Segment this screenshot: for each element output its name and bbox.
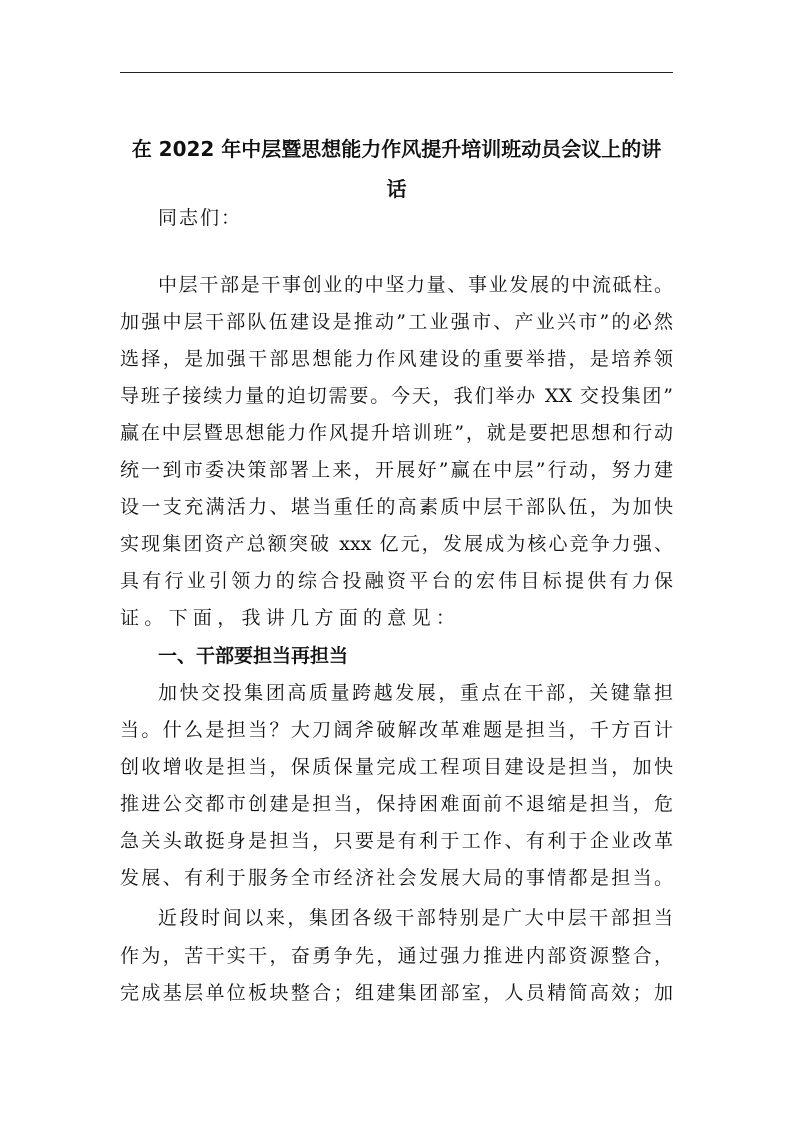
document-title: 在 2022 年中层暨思想能力作风提升培训班动员会议上的讲: [131, 137, 662, 161]
header-rule: [120, 72, 673, 73]
text-line: 赢在中层暨思想能力作风提升培训班”，就是要把思想和行动: [120, 422, 673, 444]
text-line: 统一到市委决策部署上来，开展好”赢在中层”行动，努力建: [120, 459, 673, 481]
text-line: 发展、有利于服务全市经济社会发展大局的事情都是担当。: [120, 867, 673, 889]
document-title-continued: 话: [386, 177, 407, 201]
text-line: 近段时间以来，集团各级干部特别是广大中层干部担当: [158, 907, 673, 929]
text-line: 选择，是加强干部思想能力作风建设的重要举措，是培养领: [120, 348, 673, 370]
text-line: 具有行业引领力的综合投融资平台的宏伟目标提供有力保: [120, 570, 673, 592]
section-heading-1: 一、干部要担当再担当: [158, 645, 349, 667]
text-line: 作为，苦干实干，奋勇争先，通过强力推进内部资源整合，: [120, 944, 673, 967]
text-line: 推进公交都市创建是担当，保持困难面前不退缩是担当，危: [120, 793, 673, 815]
text-line: 加快交投集团高质量跨越发展，重点在干部，关键靠担: [158, 682, 673, 704]
text-line: 设一支充满活力、堪当重任的高素质中层干部队伍，为加快: [120, 496, 673, 518]
text-line: 实现集团资产总额突破 xxx 亿元，发展成为核心竞争力强、: [120, 533, 673, 555]
text-line: 完成基层单位板块整合；组建集团部室，人员精简高效；加: [120, 982, 673, 1004]
text-line: 导班子接续力量的迫切需要。今天，我们举办 XX 交投集团”: [120, 385, 673, 407]
text-line: 加强中层干部队伍建设是推动”工业强市、产业兴市”的必然: [120, 311, 673, 333]
salutation: 同志们：: [158, 207, 243, 229]
text-line: 当。什么是担当？大刀阔斧破解改革难题是担当，千方百计: [120, 719, 673, 741]
text-line: 急关头敢挺身是担当，只要是有利于工作、有利于企业改革: [120, 830, 673, 852]
text-line: 中层干部是干事创业的中坚力量、事业发展的中流砥柱。: [158, 274, 673, 296]
text-line: 证。下面，我讲几方面的意见：: [120, 607, 461, 629]
text-line: 创收增收是担当，保质保量完成工程项目建设是担当，加快: [120, 756, 673, 778]
